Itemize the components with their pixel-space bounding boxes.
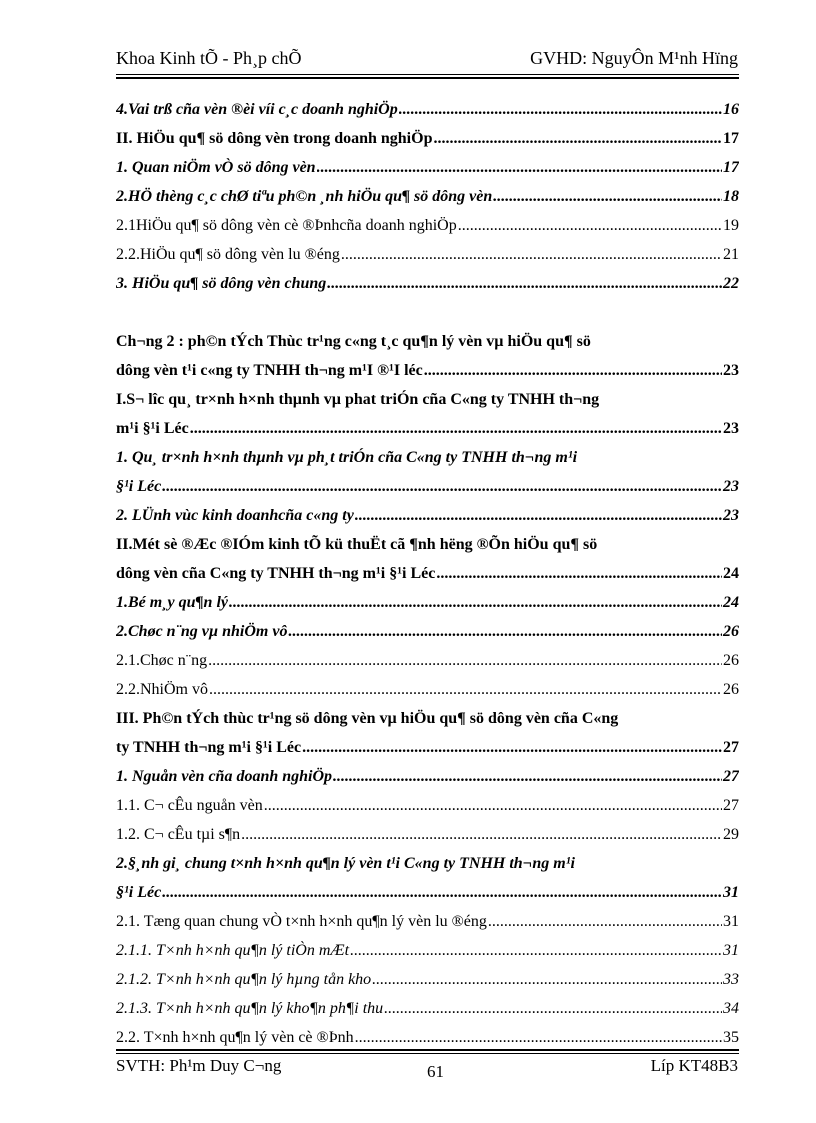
toc-entry-title: 1. Nguån vèn cña doanh nghiÖp — [116, 768, 333, 785]
header-faculty: Khoa Kinh tÕ - Ph¸p chÕ — [116, 48, 302, 68]
toc-entry — [116, 472, 739, 501]
toc-entry — [116, 530, 739, 559]
toc-dot-leader — [241, 820, 722, 849]
toc-entry — [116, 385, 739, 414]
toc-entry-title: 1. Qu¸ tr×nh h×nh thµnh vµ ph¸t triÓn cña C«ng ty TNHH th¬ng m¹i — [116, 449, 578, 466]
toc-entry-page: 23 — [723, 478, 739, 495]
toc-entry — [116, 675, 739, 704]
toc-entry-title: 1.1. C¬ cÊu nguån vèn — [116, 797, 263, 814]
toc-entry-title: 2.2.NhiÖm vô — [116, 681, 208, 698]
toc-entry — [116, 762, 739, 791]
toc-entry — [116, 414, 739, 443]
toc-entry-page: 24 — [723, 594, 739, 611]
toc-entry-title: 2.1.1. T×nh h×nh qu¶n lý tiÒn mÆt — [116, 942, 350, 959]
toc-entry — [116, 994, 739, 1023]
toc-entry-page: 31 — [723, 884, 739, 901]
toc-entry-page: 17 — [723, 130, 739, 147]
toc-dot-leader — [264, 791, 722, 820]
toc-entry-page: 26 — [723, 681, 739, 698]
toc-entry-title: dông vèn t¹i c«ng ty TNHH th¬ng m¹I ®¹I léc — [116, 362, 423, 379]
toc-entry-page: 26 — [723, 623, 739, 640]
footer-student: SVTH: Ph¹m Duy C¬ng — [116, 1056, 282, 1075]
toc-entry-page: 31 — [723, 913, 739, 930]
header-rule — [116, 74, 739, 75]
toc-entry — [116, 298, 739, 356]
toc-dot-leader — [208, 646, 722, 675]
toc-entry — [116, 704, 739, 733]
toc-entry-title: 2.2.HiÖu qu¶ sö dông vèn lu ®éng — [116, 246, 340, 263]
toc-dot-leader — [436, 559, 722, 588]
toc-dot-leader — [493, 182, 722, 211]
page-header — [116, 48, 738, 72]
toc-dot-leader — [317, 153, 722, 182]
toc-entry-title: §¹i Léc — [116, 478, 162, 495]
toc-entry-page: 31 — [723, 942, 739, 959]
toc-entry — [116, 95, 739, 124]
footer-class: Líp KT48B3 — [650, 1056, 738, 1075]
toc-entry — [116, 646, 739, 675]
toc-dot-leader — [399, 95, 722, 124]
toc-dot-leader — [162, 472, 722, 501]
toc-entry-page: 29 — [723, 826, 739, 843]
toc-entry-title: 2.2. T×nh h×nh qu¶n lý vèn cè ®Þnh — [116, 1029, 354, 1046]
toc-dot-leader — [458, 211, 722, 240]
toc-entry-title: 1.Bé m¸y qu¶n lý — [116, 594, 228, 611]
toc-entry-page: 19 — [723, 217, 739, 234]
toc-entry-title: 2.HÖ thèng c¸c chØ tiªu ph©n ¸nh hiÖu qu¶ sö dông vèn — [116, 188, 493, 205]
toc-dot-leader — [190, 414, 722, 443]
toc-entry-page: 16 — [723, 101, 739, 118]
toc-entry-title: 2.1.Chøc n¨ng — [116, 652, 208, 669]
toc-entry — [116, 733, 739, 762]
toc-entry-page: 21 — [723, 246, 739, 263]
toc-dot-leader — [333, 762, 722, 791]
header-supervisor: GVHD: NguyÔn M¹nh Hïng — [530, 48, 738, 68]
toc-dot-leader — [209, 675, 722, 704]
toc-entry-title: 1. Quan niÖm vÒ sö dông vèn — [116, 159, 316, 176]
toc-entry-title: 2.1. Tæng quan chung vÒ t×nh h×nh qu¶n lý vèn lu ®éng — [116, 913, 487, 930]
toc-dot-leader — [350, 936, 722, 965]
toc-dot-leader — [162, 878, 722, 907]
toc-entry — [116, 443, 739, 472]
toc-entry-title: 4.Vai trß cña vèn ®èi víi c¸c doanh nghiÖp — [116, 101, 398, 118]
toc-dot-leader — [355, 1023, 722, 1052]
toc-entry-title: m¹i §¹i Léc — [116, 420, 189, 437]
toc-entry — [116, 820, 739, 849]
toc-entry-page: 26 — [723, 652, 739, 669]
toc-entry-title: II. HiÖu qu¶ sö dông vèn trong doanh nghiÖp — [116, 130, 433, 147]
toc-dot-leader — [327, 269, 722, 298]
toc-entry-page: 24 — [723, 565, 739, 582]
header-rule-thick — [116, 77, 739, 79]
toc-entry-page: 22 — [723, 275, 739, 292]
toc-entry-title: dông vèn cña C«ng ty TNHH th¬ng m¹i §¹i Léc — [116, 565, 436, 582]
toc-dot-leader — [433, 124, 722, 153]
toc-dot-leader — [488, 907, 722, 936]
toc-dot-leader — [384, 994, 722, 1023]
toc-dot-leader — [355, 501, 722, 530]
toc-entry-title: 2.§¸nh gi¸ chung t×nh h×nh qu¶n lý vèn t¹i C«ng ty TNHH th¬ng m¹i — [116, 855, 575, 872]
toc-entry — [116, 153, 739, 182]
footer-rule — [116, 1053, 739, 1054]
table-of-contents — [116, 95, 739, 1052]
toc-entry — [116, 240, 739, 269]
toc-entry-title: 1.2. C¬ cÊu tµi s¶n — [116, 826, 241, 843]
toc-entry-page: 35 — [723, 1029, 739, 1046]
toc-dot-leader — [424, 356, 722, 385]
toc-dot-leader — [302, 733, 722, 762]
toc-entry-title: 2.1.3. T×nh h×nh qu¶n lý kho¶n ph¶i thu — [116, 1000, 384, 1017]
toc-entry — [116, 936, 739, 965]
toc-entry-title: 2. LÜnh vùc kinh doanhcña c«ng ty — [116, 507, 354, 524]
toc-entry-title: 2.1.2. T×nh h×nh qu¶n lý hµng tån kho — [116, 971, 372, 988]
toc-dot-leader — [341, 240, 722, 269]
toc-entry-page: 23 — [723, 420, 739, 437]
toc-entry-title: 2.1HiÖu qu¶ sö dông vèn cè ®Þnhcña doanh nghiÖp — [116, 217, 457, 234]
toc-entry — [116, 559, 739, 588]
toc-entry — [116, 878, 739, 907]
toc-entry-title: Ch¬ng 2 : ph©n tÝch Thùc tr¹ng c«ng t¸c qu¶n lý vèn vµ hiÖu qu¶ sö — [116, 333, 591, 350]
toc-entry-title: ty TNHH th¬ng m¹i §¹i Léc — [116, 739, 302, 756]
toc-entry-page: 18 — [723, 188, 739, 205]
page-number: 61 — [427, 1062, 444, 1081]
toc-entry — [116, 617, 739, 646]
toc-entry-page: 17 — [723, 159, 739, 176]
toc-entry — [116, 1023, 739, 1052]
toc-entry-title: §¹i Léc — [116, 884, 162, 901]
toc-entry-title: 2.Chøc n¨ng vµ nhiÖm vô — [116, 623, 288, 640]
toc-entry-page: 23 — [723, 362, 739, 379]
toc-entry — [116, 849, 739, 878]
toc-entry-title: III. Ph©n tÝch thùc tr¹ng sö dông vèn vµ hiÖu qu¶ sö dông vèn cña C«ng — [116, 710, 619, 727]
toc-entry-page: 33 — [723, 971, 739, 988]
toc-entry — [116, 965, 739, 994]
toc-entry — [116, 501, 739, 530]
toc-entry — [116, 791, 739, 820]
toc-entry — [116, 211, 739, 240]
toc-entry-title: I.S¬ lîc qu¸ tr×nh h×nh thµnh vµ phat triÓn cña C«ng ty TNHH th¬ng — [116, 391, 600, 408]
toc-entry-title: 3. HiÖu qu¶ sö dông vèn chung — [116, 275, 327, 292]
toc-dot-leader — [288, 617, 722, 646]
toc-entry-title: II.Mét sè ®Æc ®IÓm kinh tÕ kü thuËt cã ¶nh hëng ®Õn hiÖu qu¶ sö — [116, 536, 598, 553]
toc-entry — [116, 588, 739, 617]
page-footer — [116, 1056, 738, 1086]
toc-entry-page: 27 — [723, 797, 739, 814]
toc-entry-page: 34 — [723, 1000, 739, 1017]
toc-dot-leader — [229, 588, 722, 617]
toc-dot-leader — [372, 965, 722, 994]
toc-entry — [116, 356, 739, 385]
toc-entry-page: 27 — [723, 768, 739, 785]
toc-entry-page: 27 — [723, 739, 739, 756]
toc-entry — [116, 124, 739, 153]
toc-entry — [116, 907, 739, 936]
footer-rule-thick — [116, 1049, 739, 1051]
toc-entry-page: 23 — [723, 507, 739, 524]
toc-entry — [116, 182, 739, 211]
toc-entry — [116, 269, 739, 298]
